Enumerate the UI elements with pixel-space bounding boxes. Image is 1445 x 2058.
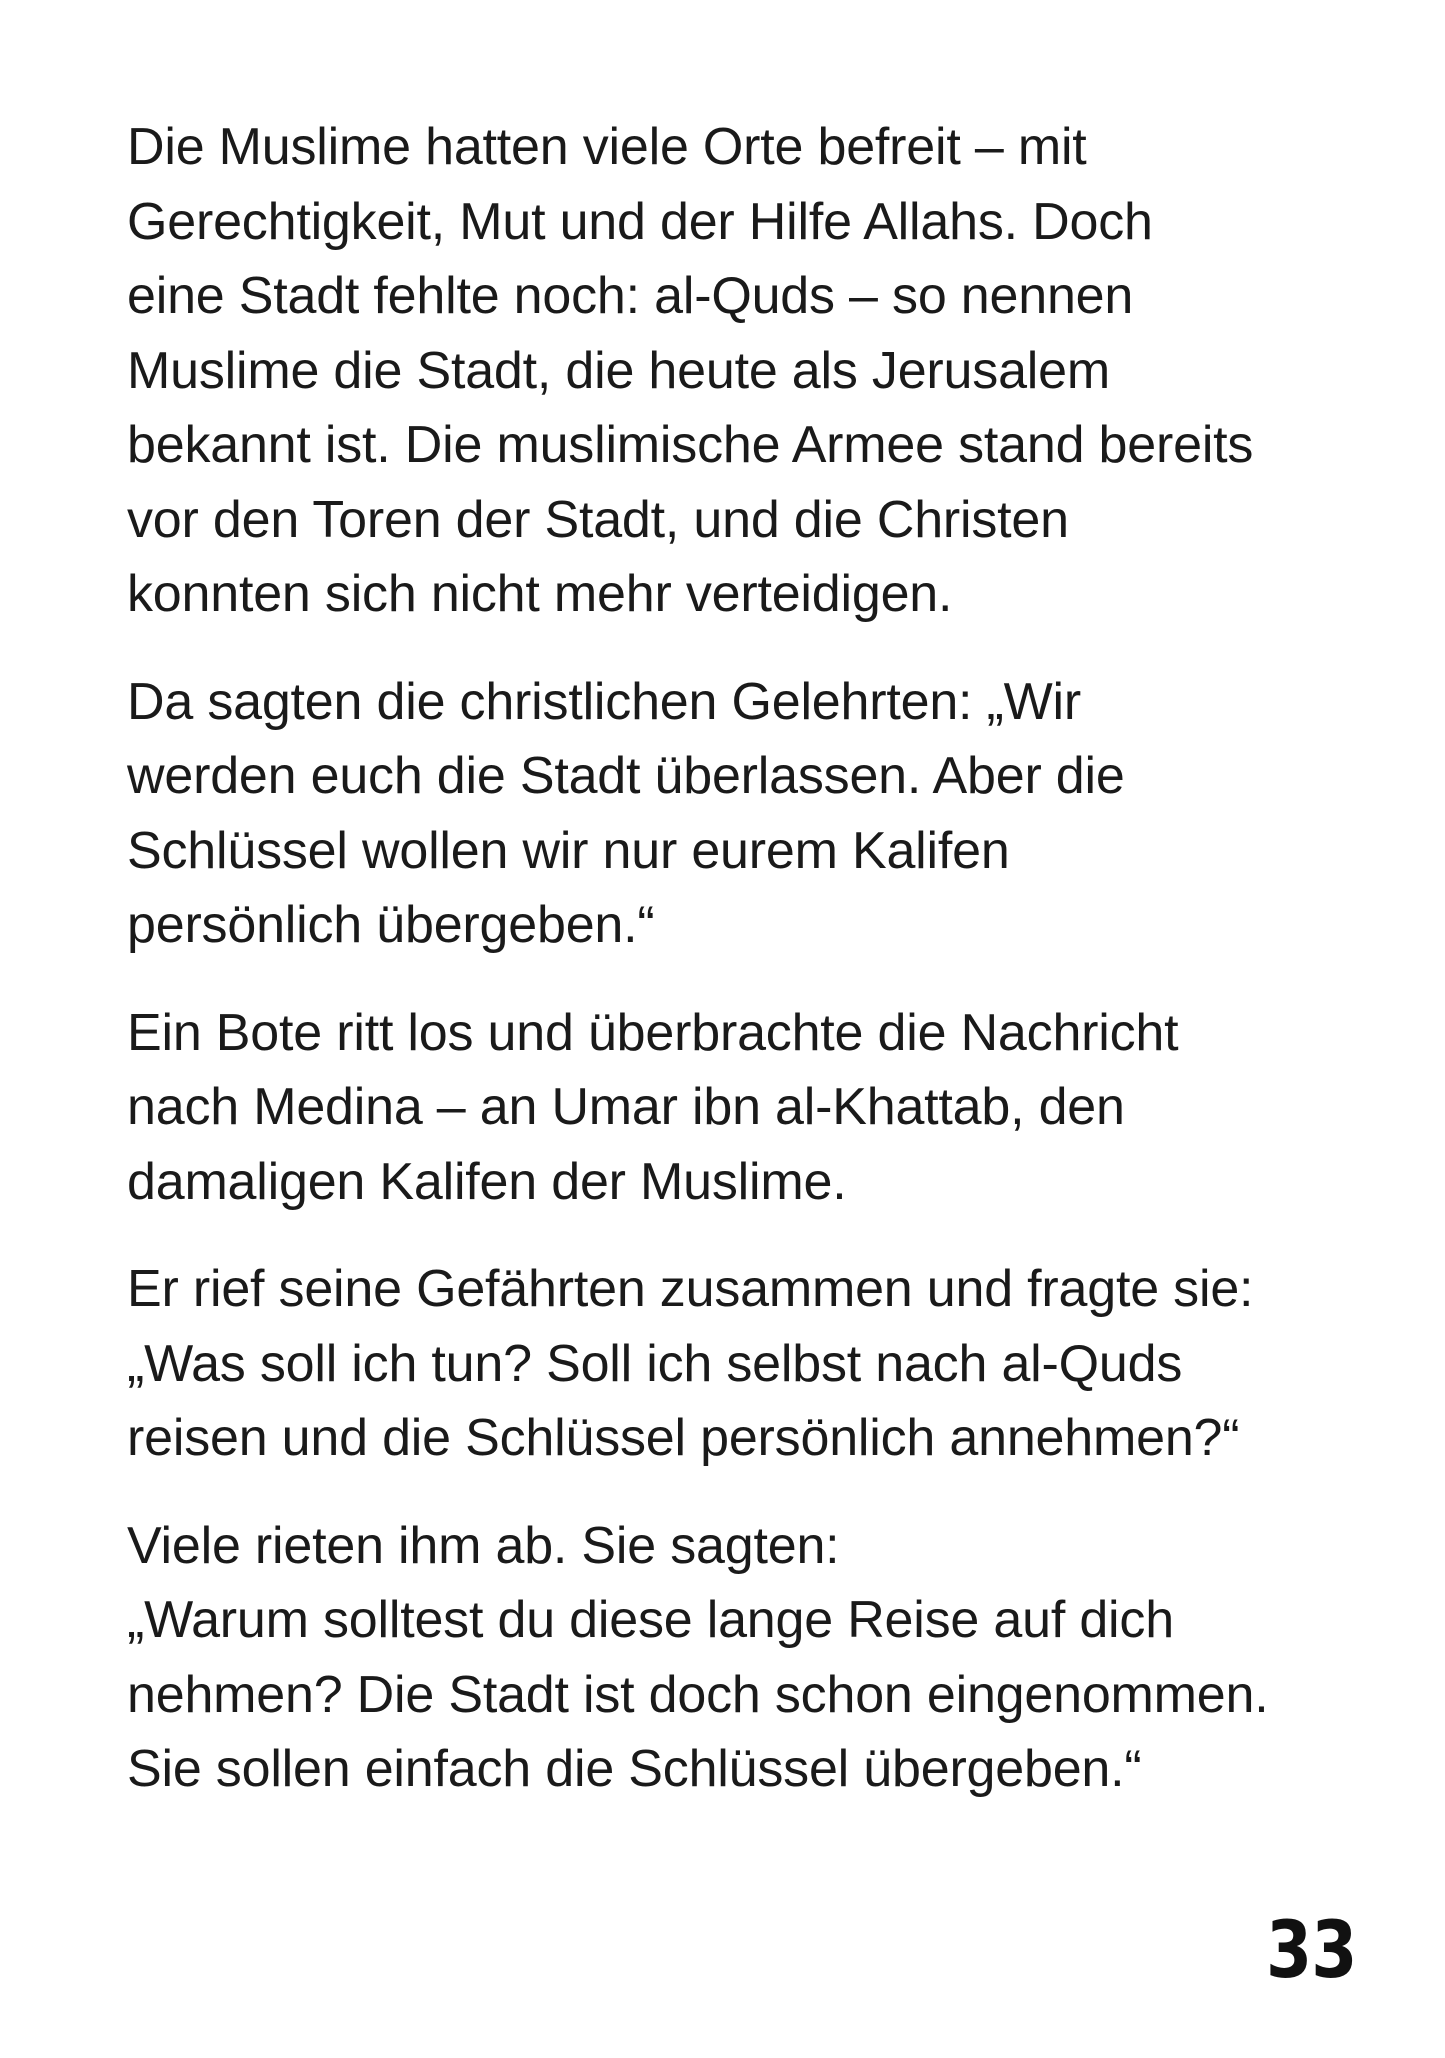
text-line: Viele rieten ihm ab. Sie sagten: [127, 1516, 840, 1575]
text-line: Da sagten die christlichen Gelehrten: „Wir [127, 672, 1082, 731]
text-line: bekannt ist. Die muslimische Armee stand bereits [127, 416, 1254, 474]
story-text [127, 110, 1347, 1840]
text-line: persönlich übergeben.“ [127, 896, 655, 954]
text-line: eine Stadt fehlte noch: al-Quds – so nennen [127, 267, 1134, 325]
paragraph-3 [127, 996, 1347, 1220]
text-line: nehmen? Die Stadt ist doch schon eingenommen. [127, 1665, 1269, 1724]
paragraph-2 [127, 665, 1347, 963]
text-line: Ein Bote ritt los und überbrachte die Nachricht [127, 1003, 1179, 1062]
text-line: Sie sollen einfach die Schlüssel übergeben.“ [127, 1740, 1142, 1798]
text-line: Gerechtigkeit, Mut und der Hilfe Allahs. Doch [127, 192, 1153, 251]
text-line: werden euch die Stadt überlassen. Aber die [127, 747, 1125, 805]
text-line: „Was soll ich tun? Soll ich selbst nach al-Quds [127, 1334, 1183, 1393]
text-line: Schlüssel wollen wir nur eurem Kalifen [127, 821, 1010, 880]
text-line: Die Muslime hatten viele Orte befreit – mit [127, 118, 1087, 176]
text-line: reisen und die Schlüssel persönlich annehmen?“ [127, 1409, 1240, 1467]
paragraph-5 [127, 1509, 1347, 1807]
text-line: damaligen Kalifen der Muslime. [127, 1152, 847, 1211]
text-line: Er rief seine Gefährten zusammen und fragte sie: [127, 1260, 1254, 1318]
paragraph-4 [127, 1252, 1347, 1476]
paragraph-1 [127, 110, 1347, 632]
page-number: 33 [1266, 1906, 1357, 1996]
text-line: vor den Toren der Stadt, und die Christen [127, 490, 1069, 549]
text-line: konnten sich nicht mehr verteidigen. [127, 565, 953, 623]
text-line: nach Medina – an Umar ibn al-Khattab, den [127, 1078, 1125, 1136]
text-line: Muslime die Stadt, die heute als Jerusalem [127, 341, 1110, 400]
text-line: „Warum solltest du diese lange Reise auf dich [127, 1591, 1174, 1649]
